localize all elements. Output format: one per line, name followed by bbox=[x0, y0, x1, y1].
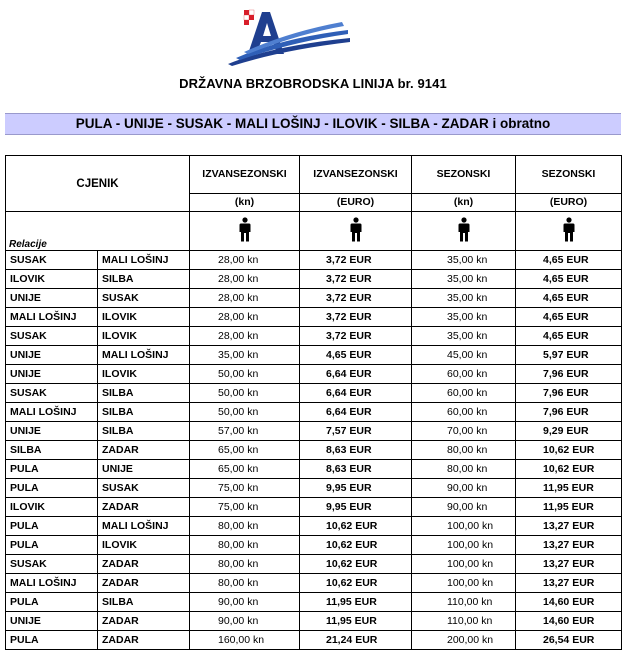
to-port: MALI LOŠINJ bbox=[98, 346, 190, 365]
season-eur: 7,96 EUR bbox=[516, 403, 622, 422]
season-eur: 26,54 EUR bbox=[516, 631, 622, 650]
from-port: SILBA bbox=[6, 441, 98, 460]
off-season-kn: 28,00 kn bbox=[190, 270, 300, 289]
off-season-eur: 7,57 EUR bbox=[300, 422, 412, 441]
off-season-eur: 3,72 EUR bbox=[300, 270, 412, 289]
to-port: ILOVIK bbox=[98, 327, 190, 346]
table-row bbox=[6, 289, 622, 308]
person-cell bbox=[516, 212, 622, 251]
off-season-eur: 10,62 EUR bbox=[300, 517, 412, 536]
agency-logo-icon bbox=[222, 8, 352, 68]
to-port: ZADAR bbox=[98, 631, 190, 650]
from-port: PULA bbox=[6, 631, 98, 650]
season-eur: 13,27 EUR bbox=[516, 555, 622, 574]
off-season-kn: 80,00 kn bbox=[190, 555, 300, 574]
table-row bbox=[6, 384, 622, 403]
off-season-eur: 3,72 EUR bbox=[300, 327, 412, 346]
route-heading: PULA - UNIJE - SUSAK - MALI LOŠINJ - ILOVIK - SILBA - ZADAR i obratno bbox=[5, 113, 621, 135]
table-row bbox=[6, 346, 622, 365]
to-port: MALI LOŠINJ bbox=[98, 517, 190, 536]
off-season-kn: 65,00 kn bbox=[190, 441, 300, 460]
to-port: ZADAR bbox=[98, 555, 190, 574]
column-header: IZVANSEZONSKI bbox=[190, 156, 300, 194]
off-season-eur: 8,63 EUR bbox=[300, 441, 412, 460]
off-season-kn: 80,00 kn bbox=[190, 536, 300, 555]
season-eur: 14,60 EUR bbox=[516, 612, 622, 631]
season-eur: 9,29 EUR bbox=[516, 422, 622, 441]
table-row bbox=[6, 593, 622, 612]
season-eur: 13,27 EUR bbox=[516, 574, 622, 593]
off-season-eur: 6,64 EUR bbox=[300, 403, 412, 422]
to-port: SILBA bbox=[98, 384, 190, 403]
from-port: MALI LOŠINJ bbox=[6, 574, 98, 593]
off-season-kn: 80,00 kn bbox=[190, 517, 300, 536]
from-port: SUSAK bbox=[6, 251, 98, 270]
off-season-eur: 9,95 EUR bbox=[300, 498, 412, 517]
off-season-eur: 6,64 EUR bbox=[300, 365, 412, 384]
off-season-eur: 3,72 EUR bbox=[300, 251, 412, 270]
unit-header: (kn) bbox=[412, 193, 516, 211]
from-port: MALI LOŠINJ bbox=[6, 308, 98, 327]
from-port: UNIJE bbox=[6, 365, 98, 384]
off-season-kn: 28,00 kn bbox=[190, 308, 300, 327]
to-port: ZADAR bbox=[98, 498, 190, 517]
off-season-kn: 75,00 kn bbox=[190, 498, 300, 517]
season-kn: 90,00 kn bbox=[412, 498, 516, 517]
season-eur: 10,62 EUR bbox=[516, 441, 622, 460]
season-kn: 35,00 kn bbox=[412, 327, 516, 346]
to-port: SILBA bbox=[98, 270, 190, 289]
off-season-kn: 50,00 kn bbox=[190, 365, 300, 384]
table-row bbox=[6, 574, 622, 593]
price-table bbox=[5, 155, 622, 650]
to-port: ILOVIK bbox=[98, 365, 190, 384]
table-row bbox=[6, 403, 622, 422]
season-eur: 4,65 EUR bbox=[516, 270, 622, 289]
off-season-eur: 10,62 EUR bbox=[300, 555, 412, 574]
page-title: DRŽAVNA BRZOBRODSKA LINIJA br. 9141 bbox=[179, 76, 447, 91]
person-cell bbox=[190, 212, 300, 251]
season-kn: 35,00 kn bbox=[412, 308, 516, 327]
cjenik-header: CJENIK bbox=[6, 156, 190, 212]
from-port: PULA bbox=[6, 479, 98, 498]
from-port: UNIJE bbox=[6, 612, 98, 631]
off-season-kn: 160,00 kn bbox=[190, 631, 300, 650]
to-port: SILBA bbox=[98, 403, 190, 422]
table-row bbox=[6, 327, 622, 346]
to-port: ZADAR bbox=[98, 574, 190, 593]
from-port: ILOVIK bbox=[6, 498, 98, 517]
table-row bbox=[6, 631, 622, 650]
to-port: SILBA bbox=[98, 593, 190, 612]
table-row bbox=[6, 517, 622, 536]
season-eur: 4,65 EUR bbox=[516, 251, 622, 270]
from-port: UNIJE bbox=[6, 346, 98, 365]
season-eur: 5,97 EUR bbox=[516, 346, 622, 365]
season-kn: 90,00 kn bbox=[412, 479, 516, 498]
season-kn: 80,00 kn bbox=[412, 460, 516, 479]
off-season-kn: 75,00 kn bbox=[190, 479, 300, 498]
season-eur: 4,65 EUR bbox=[516, 308, 622, 327]
season-eur: 4,65 EUR bbox=[516, 289, 622, 308]
table-row bbox=[6, 479, 622, 498]
table-row bbox=[6, 365, 622, 384]
from-port: SUSAK bbox=[6, 384, 98, 403]
to-port: ILOVIK bbox=[98, 536, 190, 555]
person-icon bbox=[238, 217, 252, 243]
season-kn: 35,00 kn bbox=[412, 251, 516, 270]
column-header: IZVANSEZONSKI bbox=[300, 156, 412, 194]
off-season-kn: 28,00 kn bbox=[190, 251, 300, 270]
off-season-kn: 57,00 kn bbox=[190, 422, 300, 441]
from-port: MALI LOŠINJ bbox=[6, 403, 98, 422]
person-cell bbox=[300, 212, 412, 251]
from-port: ILOVIK bbox=[6, 270, 98, 289]
off-season-kn: 50,00 kn bbox=[190, 384, 300, 403]
season-kn: 110,00 kn bbox=[412, 593, 516, 612]
from-port: UNIJE bbox=[6, 422, 98, 441]
season-eur: 14,60 EUR bbox=[516, 593, 622, 612]
unit-header: (EURO) bbox=[516, 193, 622, 211]
season-kn: 60,00 kn bbox=[412, 403, 516, 422]
season-kn: 60,00 kn bbox=[412, 365, 516, 384]
off-season-kn: 65,00 kn bbox=[190, 460, 300, 479]
off-season-kn: 90,00 kn bbox=[190, 593, 300, 612]
season-kn: 200,00 kn bbox=[412, 631, 516, 650]
season-kn: 100,00 kn bbox=[412, 536, 516, 555]
season-kn: 80,00 kn bbox=[412, 441, 516, 460]
to-port: ZADAR bbox=[98, 441, 190, 460]
season-kn: 45,00 kn bbox=[412, 346, 516, 365]
off-season-kn: 90,00 kn bbox=[190, 612, 300, 631]
person-cell bbox=[412, 212, 516, 251]
off-season-kn: 35,00 kn bbox=[190, 346, 300, 365]
season-eur: 4,65 EUR bbox=[516, 327, 622, 346]
season-eur: 13,27 EUR bbox=[516, 517, 622, 536]
season-eur: 10,62 EUR bbox=[516, 460, 622, 479]
from-port: SUSAK bbox=[6, 327, 98, 346]
person-icon bbox=[562, 217, 576, 243]
to-port: SUSAK bbox=[98, 289, 190, 308]
off-season-eur: 4,65 EUR bbox=[300, 346, 412, 365]
to-port: MALI LOŠINJ bbox=[98, 251, 190, 270]
season-eur: 7,96 EUR bbox=[516, 365, 622, 384]
from-port: PULA bbox=[6, 460, 98, 479]
season-kn: 60,00 kn bbox=[412, 384, 516, 403]
table-row bbox=[6, 270, 622, 289]
person-icon bbox=[457, 217, 471, 243]
off-season-eur: 6,64 EUR bbox=[300, 384, 412, 403]
season-eur: 7,96 EUR bbox=[516, 384, 622, 403]
to-port: UNIJE bbox=[98, 460, 190, 479]
from-port: PULA bbox=[6, 536, 98, 555]
season-kn: 100,00 kn bbox=[412, 517, 516, 536]
season-eur: 11,95 EUR bbox=[516, 479, 622, 498]
off-season-eur: 3,72 EUR bbox=[300, 289, 412, 308]
to-port: SUSAK bbox=[98, 479, 190, 498]
off-season-kn: 28,00 kn bbox=[190, 289, 300, 308]
from-port: PULA bbox=[6, 517, 98, 536]
season-eur: 11,95 EUR bbox=[516, 498, 622, 517]
off-season-eur: 10,62 EUR bbox=[300, 574, 412, 593]
season-kn: 100,00 kn bbox=[412, 574, 516, 593]
table-row bbox=[6, 441, 622, 460]
off-season-eur: 11,95 EUR bbox=[300, 593, 412, 612]
off-season-eur: 21,24 EUR bbox=[300, 631, 412, 650]
season-kn: 70,00 kn bbox=[412, 422, 516, 441]
unit-header: (EURO) bbox=[300, 193, 412, 211]
off-season-eur: 3,72 EUR bbox=[300, 308, 412, 327]
to-port: SILBA bbox=[98, 422, 190, 441]
from-port: SUSAK bbox=[6, 555, 98, 574]
table-row bbox=[6, 536, 622, 555]
season-kn: 110,00 kn bbox=[412, 612, 516, 631]
off-season-kn: 50,00 kn bbox=[190, 403, 300, 422]
unit-header: (kn) bbox=[190, 193, 300, 211]
price-rows bbox=[6, 251, 622, 650]
off-season-eur: 10,62 EUR bbox=[300, 536, 412, 555]
off-season-kn: 80,00 kn bbox=[190, 574, 300, 593]
off-season-kn: 28,00 kn bbox=[190, 327, 300, 346]
off-season-eur: 9,95 EUR bbox=[300, 479, 412, 498]
season-kn: 35,00 kn bbox=[412, 289, 516, 308]
table-row bbox=[6, 251, 622, 270]
column-header: SEZONSKI bbox=[412, 156, 516, 194]
to-port: ZADAR bbox=[98, 612, 190, 631]
off-season-eur: 8,63 EUR bbox=[300, 460, 412, 479]
table-row bbox=[6, 460, 622, 479]
from-port: PULA bbox=[6, 593, 98, 612]
table-row bbox=[6, 555, 622, 574]
from-port: UNIJE bbox=[6, 289, 98, 308]
table-row bbox=[6, 422, 622, 441]
table-row bbox=[6, 498, 622, 517]
season-kn: 100,00 kn bbox=[412, 555, 516, 574]
table-row bbox=[6, 308, 622, 327]
person-icon bbox=[349, 217, 363, 243]
season-eur: 13,27 EUR bbox=[516, 536, 622, 555]
column-header: SEZONSKI bbox=[516, 156, 622, 194]
off-season-eur: 11,95 EUR bbox=[300, 612, 412, 631]
table-row bbox=[6, 612, 622, 631]
season-kn: 35,00 kn bbox=[412, 270, 516, 289]
to-port: ILOVIK bbox=[98, 308, 190, 327]
relacije-label: Relacije bbox=[6, 212, 190, 251]
